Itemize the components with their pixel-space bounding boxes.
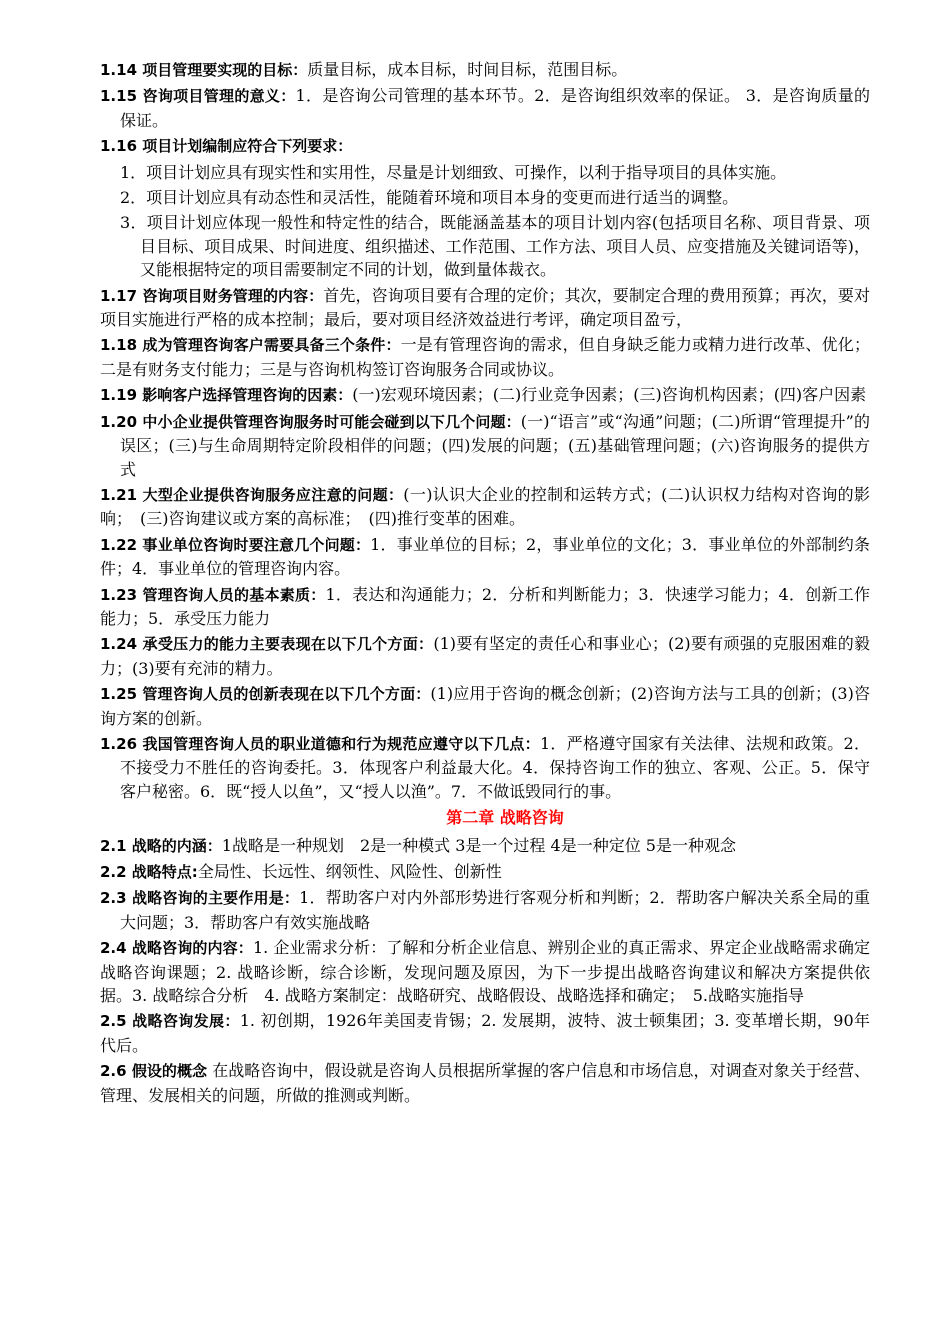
item-heading: 1.16 项目计划编制应符合下列要求： xyxy=(100,137,353,156)
item-1-24 xyxy=(100,632,870,680)
document-page xyxy=(100,58,870,1109)
item-body: 在战略咨询中，假设就是咨询人员根据所掌握的客户信息和市场信息，对调查对象关于经营、管理、发展相关的问题，所做的推测或判断。 xyxy=(100,1061,871,1105)
item-heading: 2.4 战略咨询的内容： xyxy=(100,939,253,958)
item-body: 1战略是一种规划 2是一种模式 3是一个过程 4是一种定位 5是一种观念 xyxy=(221,835,736,855)
item-2-1 xyxy=(100,834,870,858)
item-2-3 xyxy=(100,886,870,934)
item-heading: 1.25 管理咨询人员的创新表现在以下几个方面： xyxy=(100,685,431,704)
item-2-2 xyxy=(100,860,870,884)
item-body: 全局性、长远性、纲领性、风险性、创新性 xyxy=(197,862,502,881)
item-body: 质量目标，成本目标，时间目标，范围目标。 xyxy=(307,60,628,79)
item-body: 1．事业单位的目标；2，事业单位的文化；3．事业单位的外部制约条件；4．事业单位的管理咨询内容。 xyxy=(100,534,870,579)
item-body: 1．严格遵守国家有关法律、法规和政策。2．不接受力不胜任的咨询委托。3．体现客户利益最大化。4．保持咨询工作的独立、客观、公正。5．保守客户秘密。6．既“授人以鱼”，又“授人以渔”。7．不做诋毁同行的事。 xyxy=(120,733,870,801)
item-1-18 xyxy=(100,333,870,381)
item-heading: 1.24 承受压力的能力主要表现在以下几个方面： xyxy=(100,635,434,654)
item-heading: 2.2 战略特点: xyxy=(100,863,198,881)
item-1-16-3 xyxy=(120,211,870,281)
item-1-21 xyxy=(100,483,870,531)
item-body: 2．项目计划应具有动态性和灵活性，能随着环境和项目本身的变更而进行适当的调整。 xyxy=(120,188,739,208)
item-body: 1．表达和沟通能力；2．分析和判断能力；3．快速学习能力；4．创新工作能力；5．承受压力能力 xyxy=(100,584,870,628)
item-heading: 1.19 影响客户选择管理咨询的因素： xyxy=(100,386,353,405)
item-1-20 xyxy=(100,410,870,481)
item-1-15 xyxy=(100,84,870,132)
item-body: (一)认识大企业的控制和运转方式；(二)认识权力结构对咨询的影响； (三)咨询建议或方案的高标准； (四)推行变革的困难。 xyxy=(100,484,870,529)
item-heading: 1.21 大型企业提供咨询服务应注意的问题： xyxy=(100,485,404,504)
item-1-14 xyxy=(100,58,870,82)
item-heading: 1.15 咨询项目管理的意义： xyxy=(100,87,296,106)
item-1-17 xyxy=(100,284,870,332)
item-body: 1．是咨询公司管理的基本环节。2．是咨询组织效率的保证。 3．是咨询质量的保证。 xyxy=(120,86,870,130)
item-1-19 xyxy=(100,383,870,407)
item-body: 1．项目计划应具有现实性和实用性，尽量是计划细致、可操作，以利于指导项目的具体实施。 xyxy=(120,162,787,182)
item-heading: 1.22 事业单位咨询时要注意几个问题： xyxy=(100,535,371,554)
item-1-26 xyxy=(100,732,870,803)
item-body: (1)要有坚定的责任心和事业心；(2)要有顽强的克服困难的毅力；(3)要有充沛的精力。 xyxy=(100,634,870,678)
item-body: 1．帮助客户对内外部形势进行客观分析和判断；2．帮助客户解决关系全局的重大问题；3．帮助客户有效实施战略 xyxy=(120,888,870,932)
item-body: 3．项目计划应体现一般性和特定性的结合，既能涵盖基本的项目计划内容(包括项目名称、项目背景、项目目标、项目成果、时间进度、组织描述、工作范围、工作方法、项目人员、应变措施及关键词语等)，又能根据特定的项目需要制定不同的计划，做到量体裁衣。 xyxy=(120,213,870,280)
item-body: (1)应用于咨询的概念创新；(2)咨询方法与工具的创新；(3)咨询方案的创新。 xyxy=(100,684,871,728)
chapter-title: 第二章 战略咨询 xyxy=(446,808,564,828)
item-2-4 xyxy=(100,936,870,1007)
item-body: 一是有管理咨询的需求，但自身缺乏能力或精力进行改革、优化；二是有财务支付能力；三是与咨询机构签订咨询服务合同或协议。 xyxy=(100,335,870,379)
item-1-23 xyxy=(100,583,870,631)
item-body: (一)“语言”或“沟通”问题；(二)所谓“管理提升”的误区；(三)与生命周期特定阶段相伴的问题；(四)发展的问题；(五)基础管理问题；(六)咨询服务的提供方式 xyxy=(120,411,870,479)
item-heading: 2.1 战略的内涵： xyxy=(100,836,222,855)
item-1-16-1 xyxy=(120,161,870,184)
item-heading: 1.14 项目管理要实现的目标： xyxy=(100,61,308,79)
item-heading: 2.6 假设的概念 xyxy=(100,1062,208,1081)
item-heading: 1.23 管理咨询人员的基本素质： xyxy=(100,585,326,604)
item-heading: 2.5 战略咨询发展： xyxy=(100,1012,240,1031)
item-heading: 2.3 战略咨询的主要作用是： xyxy=(100,889,300,908)
item-2-5 xyxy=(100,1009,870,1057)
item-body: (一)宏观环境因素；(二)行业竞争因素；(三)咨询机构因素；(四)客户因素 xyxy=(352,385,867,405)
item-body: 1. 初创期，1926年美国麦肯锡；2. 发展期，波特、波士顿集团；3. 变革增长期，90年代后。 xyxy=(100,1011,870,1055)
item-body: 首先，咨询项目要有合理的定价；其次，要制定合理的费用预算；再次，要对项目实施进行严格的成本控制；最后，要对项目经济效益进行考评，确定项目盈亏， xyxy=(100,285,870,330)
item-heading: 1.20 中小企业提供管理咨询服务时可能会碰到以下几个问题： xyxy=(100,412,521,431)
item-1-16 xyxy=(100,134,870,158)
item-2-6 xyxy=(100,1059,870,1107)
item-heading: 1.17 咨询项目财务管理的内容： xyxy=(100,286,324,305)
item-heading: 1.26 我国管理咨询人员的职业道德和行为规范应遵守以下几点： xyxy=(100,734,540,753)
item-1-16-2 xyxy=(120,186,870,209)
item-1-22 xyxy=(100,533,870,581)
item-1-25 xyxy=(100,682,870,730)
item-body: 1. 企业需求分析：了解和分析企业信息、辨别企业的真正需求、界定企业战略需求确定战略咨询课题；2. 战略诊断，综合诊断，发现问题及原因，为下一步提出战略咨询建议和解决方案提供依据。3. 战略综合分析 4. 战略方案制定：战略研究、战略假设、战略选择和确定； 5.战略实施指导 xyxy=(100,938,871,1006)
item-heading: 1.18 成为管理咨询客户需要具备三个条件： xyxy=(100,336,401,355)
